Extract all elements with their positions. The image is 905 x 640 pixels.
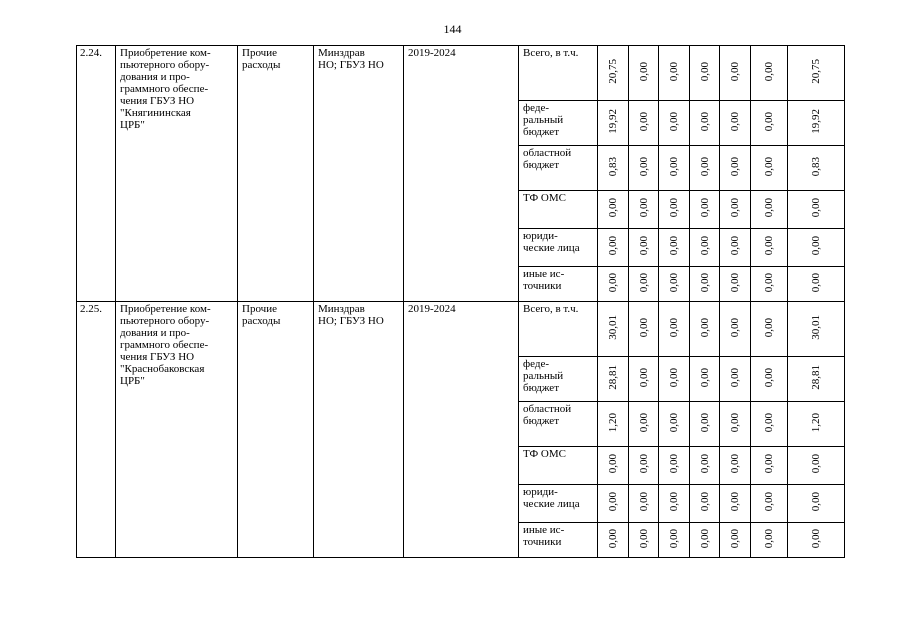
value-cell	[720, 229, 751, 267]
value: 0,00	[637, 236, 650, 256]
value-cell	[659, 402, 690, 447]
value-cell	[629, 101, 659, 146]
value: 0,00	[698, 272, 711, 293]
value: 0,00	[729, 492, 741, 512]
value: 0,00	[668, 367, 680, 388]
value-cell	[690, 146, 720, 191]
value-cell	[788, 191, 845, 229]
value-cell	[751, 402, 788, 447]
value-cell	[690, 267, 720, 302]
value: 0,00	[698, 412, 711, 433]
item-description-line: чения ГБУЗ НО	[120, 95, 195, 107]
executor-line: Минздрав	[318, 303, 365, 315]
value-cell	[751, 229, 788, 267]
value: 19,92	[810, 109, 822, 134]
value: 0,00	[668, 528, 680, 549]
value-cell	[629, 229, 659, 267]
funding-source-label: иные ис-	[523, 524, 565, 536]
value: 0,00	[729, 317, 741, 338]
value: 0,00	[810, 528, 822, 549]
value-cell	[690, 402, 720, 447]
value: 0,00	[763, 198, 775, 218]
value-cell	[659, 191, 690, 229]
value: 0,00	[637, 61, 650, 82]
value: 0,00	[637, 156, 650, 177]
value: 0,00	[637, 492, 650, 512]
funding-source-label: точники	[523, 280, 562, 292]
value-cell	[720, 267, 751, 302]
value: 0,00	[810, 272, 822, 293]
value: 0,00	[698, 454, 711, 474]
value: 0,00	[607, 272, 619, 293]
value-cell	[629, 302, 659, 357]
item-description-line: чения ГБУЗ НО	[120, 351, 195, 363]
value: 0,00	[763, 236, 775, 256]
expense-type-cell	[238, 46, 314, 302]
item-description-line: ЦРБ"	[120, 119, 145, 131]
funding-source-cell	[519, 46, 598, 101]
executor-cell	[314, 46, 404, 302]
value-cell	[629, 402, 659, 447]
value: 1,20	[607, 412, 619, 433]
item-number: 2.25.	[80, 303, 102, 315]
expense-type-line: Прочие	[242, 303, 277, 315]
value-cell	[659, 357, 690, 402]
value-cell	[788, 101, 845, 146]
value: 0,00	[698, 367, 711, 388]
value: 0,00	[637, 198, 650, 218]
value: 20,75	[810, 59, 822, 84]
funding-source-label: ральный	[523, 370, 564, 382]
funding-source-label: Всего, в т.ч.	[523, 303, 579, 315]
value-cell	[788, 146, 845, 191]
item-description-line: дования и про-	[120, 71, 190, 83]
value-cell	[751, 191, 788, 229]
item-description-line: дования и про-	[120, 327, 190, 339]
item-description-line: Приобретение ком-	[120, 47, 211, 59]
funding-source-label: ческие лица	[523, 498, 580, 510]
value: 0,00	[698, 198, 711, 218]
value-cell	[598, 302, 629, 357]
period: 2019-2024	[408, 303, 456, 315]
value-cell	[598, 146, 629, 191]
value-cell	[690, 101, 720, 146]
value: 0,00	[763, 61, 775, 82]
value: 0,00	[637, 272, 650, 293]
value-cell	[788, 447, 845, 485]
value-cell	[598, 485, 629, 523]
value-cell	[720, 523, 751, 558]
value-cell	[690, 357, 720, 402]
funding-source-cell	[519, 191, 598, 229]
executor-line: Минздрав	[318, 47, 365, 59]
value-cell	[659, 101, 690, 146]
item-description-cell	[116, 46, 238, 302]
page-number: 144	[443, 22, 462, 36]
value: 0,00	[668, 454, 680, 474]
value: 0,00	[729, 454, 741, 474]
value-cell	[659, 485, 690, 523]
value: 0,00	[729, 156, 741, 177]
expense-type-line: расходы	[242, 59, 281, 71]
value: 0,00	[698, 317, 711, 338]
funding-source-label: бюджет	[523, 126, 559, 138]
value-cell	[751, 447, 788, 485]
value: 0,00	[637, 454, 650, 474]
program-table	[76, 45, 845, 558]
value-cell	[720, 357, 751, 402]
item-description-line: пьютерного обору-	[120, 315, 210, 327]
value: 0,00	[763, 528, 775, 549]
value-cell	[659, 229, 690, 267]
table-row	[77, 46, 845, 101]
value-cell	[788, 485, 845, 523]
expense-type-line: Прочие	[242, 47, 277, 59]
value: 0,00	[763, 111, 775, 132]
item-description-line: "Краснобаковская	[120, 363, 205, 375]
value-cell	[629, 267, 659, 302]
value: 0,00	[637, 111, 650, 132]
value: 0,00	[763, 156, 775, 177]
value: 0,00	[698, 236, 711, 256]
value: 0,00	[637, 317, 650, 338]
funding-source-cell	[519, 357, 598, 402]
item-description-line: граммного обеспе-	[120, 83, 209, 95]
funding-source-label: юриди-	[523, 230, 558, 242]
value: 0,00	[668, 61, 680, 82]
value: 0,00	[810, 492, 822, 512]
value: 0,00	[698, 492, 711, 512]
value-cell	[720, 101, 751, 146]
value-cell	[598, 101, 629, 146]
value: 0,00	[729, 198, 741, 218]
value: 30,01	[607, 315, 619, 340]
item-description-line: граммного обеспе-	[120, 339, 209, 351]
value-cell	[598, 523, 629, 558]
value-cell	[629, 357, 659, 402]
executor-line: НО; ГБУЗ НО	[318, 315, 384, 327]
value-cell	[788, 46, 845, 101]
funding-source-label: бюджет	[523, 415, 559, 427]
value: 0,00	[763, 317, 775, 338]
funding-source-label: ТФ ОМС	[523, 448, 566, 460]
value: 0,00	[668, 412, 680, 433]
value: 0,00	[810, 236, 822, 256]
funding-source-label: бюджет	[523, 382, 559, 394]
funding-source-cell	[519, 485, 598, 523]
value: 0,00	[607, 454, 619, 474]
value-cell	[751, 146, 788, 191]
value: 30,01	[810, 315, 822, 340]
value-cell	[788, 523, 845, 558]
value: 0,00	[810, 198, 822, 218]
value: 0,00	[668, 272, 680, 293]
item-description-cell	[116, 302, 238, 558]
value: 0,00	[729, 272, 741, 293]
value: 0,00	[763, 454, 775, 474]
value-cell	[598, 267, 629, 302]
value: 0,00	[607, 198, 619, 218]
funding-source-label: областной	[523, 403, 572, 415]
value-cell	[751, 485, 788, 523]
item-description-line: Приобретение ком-	[120, 303, 211, 315]
item-number-cell	[77, 46, 116, 302]
value-cell	[690, 46, 720, 101]
value-cell	[690, 523, 720, 558]
value: 0,00	[729, 367, 741, 388]
value-cell	[629, 447, 659, 485]
value: 0,00	[668, 492, 680, 512]
funding-source-label: ТФ ОМС	[523, 192, 566, 204]
value-cell	[788, 402, 845, 447]
value-cell	[598, 447, 629, 485]
value-cell	[629, 523, 659, 558]
value-cell	[629, 146, 659, 191]
value-cell	[720, 402, 751, 447]
value: 0,00	[668, 236, 680, 256]
value: 0,83	[607, 156, 619, 177]
funding-source-label: юриди-	[523, 486, 558, 498]
period: 2019-2024	[408, 47, 456, 59]
value-cell	[720, 447, 751, 485]
value: 28,81	[607, 365, 619, 390]
value: 0,00	[698, 61, 711, 82]
value: 0,00	[668, 111, 680, 132]
value-cell	[751, 46, 788, 101]
funding-source-label: феде-	[523, 358, 550, 370]
value-cell	[690, 229, 720, 267]
funding-source-cell	[519, 229, 598, 267]
value-cell	[659, 146, 690, 191]
value-cell	[720, 146, 751, 191]
value-cell	[788, 302, 845, 357]
value: 0,00	[729, 61, 741, 82]
value-cell	[751, 267, 788, 302]
value: 28,81	[810, 365, 822, 390]
value: 0,00	[698, 528, 711, 549]
value: 0,00	[763, 492, 775, 512]
value-cell	[720, 485, 751, 523]
item-description-line: пьютерного обору-	[120, 59, 210, 71]
value-cell	[659, 523, 690, 558]
value: 0,00	[607, 528, 619, 549]
value: 0,00	[637, 367, 650, 388]
value: 0,83	[810, 156, 822, 177]
executor-line: НО; ГБУЗ НО	[318, 59, 384, 71]
value: 0,00	[668, 317, 680, 338]
value-cell	[690, 485, 720, 523]
item-description-line: ЦРБ"	[120, 375, 145, 387]
value-cell	[751, 523, 788, 558]
value-cell	[690, 302, 720, 357]
value-cell	[788, 267, 845, 302]
item-description-line: "Княгининская	[120, 107, 191, 119]
value-cell	[690, 191, 720, 229]
value-cell	[629, 485, 659, 523]
value: 1,20	[810, 412, 822, 433]
value-cell	[598, 357, 629, 402]
funding-source-cell	[519, 302, 598, 357]
value-cell	[751, 357, 788, 402]
value-cell	[659, 302, 690, 357]
funding-source-label: иные ис-	[523, 268, 565, 280]
value-cell	[598, 229, 629, 267]
expense-type-line: расходы	[242, 315, 281, 327]
item-number: 2.24.	[80, 47, 102, 59]
value-cell	[598, 402, 629, 447]
value: 0,00	[637, 528, 650, 549]
value-cell	[659, 46, 690, 101]
value: 0,00	[763, 272, 775, 293]
value-cell	[659, 447, 690, 485]
funding-source-cell	[519, 267, 598, 302]
value-cell	[629, 191, 659, 229]
value-cell	[788, 357, 845, 402]
value: 0,00	[607, 492, 619, 512]
funding-source-cell	[519, 447, 598, 485]
expense-type-cell	[238, 302, 314, 558]
funding-source-label: ческие лица	[523, 242, 580, 254]
funding-source-label: феде-	[523, 102, 550, 114]
funding-source-cell	[519, 402, 598, 447]
value-cell	[720, 302, 751, 357]
value-cell	[720, 191, 751, 229]
value: 0,00	[729, 528, 741, 549]
value: 0,00	[607, 236, 619, 256]
value: 0,00	[810, 454, 822, 474]
value-cell	[720, 46, 751, 101]
funding-source-label: точники	[523, 536, 562, 548]
funding-source-label: областной	[523, 147, 572, 159]
funding-source-label: ральный	[523, 114, 564, 126]
value: 0,00	[637, 412, 650, 433]
value: 20,75	[607, 59, 619, 84]
funding-source-cell	[519, 101, 598, 146]
value: 0,00	[668, 198, 680, 218]
value: 0,00	[729, 236, 741, 256]
value: 0,00	[698, 156, 711, 177]
period-cell	[404, 302, 519, 558]
value: 0,00	[729, 111, 741, 132]
value-cell	[690, 447, 720, 485]
item-number-cell	[77, 302, 116, 558]
executor-cell	[314, 302, 404, 558]
value-cell	[629, 46, 659, 101]
value: 0,00	[763, 412, 775, 433]
value: 19,92	[607, 109, 619, 134]
period-cell	[404, 46, 519, 302]
value-cell	[659, 267, 690, 302]
funding-source-label: бюджет	[523, 159, 559, 171]
value-cell	[598, 191, 629, 229]
value: 0,00	[729, 412, 741, 433]
table-row	[77, 302, 845, 357]
value: 0,00	[698, 111, 711, 132]
funding-source-cell	[519, 523, 598, 558]
value-cell	[598, 46, 629, 101]
funding-source-cell	[519, 146, 598, 191]
value: 0,00	[668, 156, 680, 177]
value-cell	[751, 101, 788, 146]
value: 0,00	[763, 367, 775, 388]
value-cell	[751, 302, 788, 357]
value-cell	[788, 229, 845, 267]
funding-source-label: Всего, в т.ч.	[523, 47, 579, 59]
